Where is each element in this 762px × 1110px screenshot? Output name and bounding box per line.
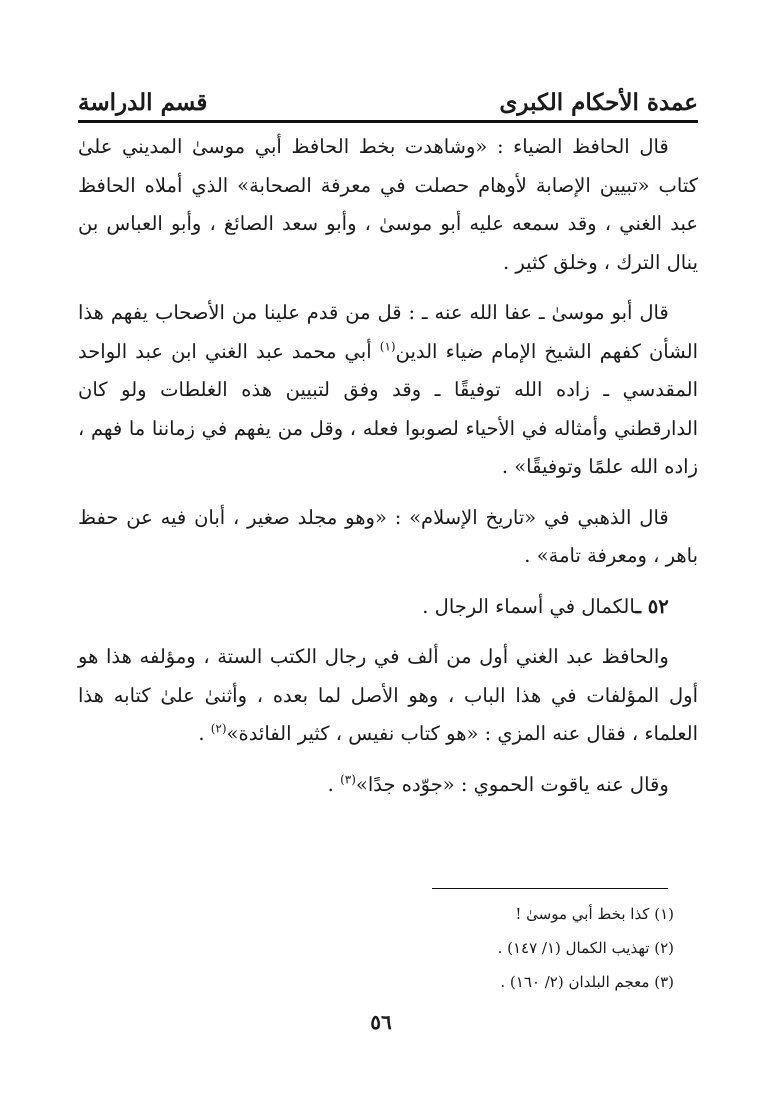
paragraph-2 — [78, 294, 698, 487]
footnote-ref-3: (٣) — [340, 772, 356, 786]
footnote-ref-1: (١) — [379, 339, 396, 353]
paragraph-1: قال الحافظ الضياء : «وشاهدت بخط الحافظ أبي موسىٰ المديني علىٰ كتاب «تبيين الإصابة لأوهام حصلت في معرفة الصحابة» الذي أملاه الحافظ عبد الغني ، وقد سمعه عليه أبو موسىٰ ، وأبو سعد الصائغ ، وأبو العباس بن ينال الترك ، وخلق كثير . — [78, 135, 698, 274]
paragraph-3: قال الذهبي في «تاريخ الإسلام» : «وهو مجلد صغير ، أبان فيه عن حفظ باهر ، ومعرفة تامة» . — [78, 505, 698, 567]
heading-text: الكمال في أسماء الرجال . — [422, 594, 636, 618]
page-number: ٥٦ — [370, 1010, 392, 1034]
paragraph-5 — [78, 766, 698, 805]
footnote-2: (٢) تهذيب الكمال (١/ ١٤٧) . — [497, 939, 674, 957]
section-title: قسم الدراسة — [78, 89, 208, 116]
running-header — [78, 82, 698, 116]
paragraph-2-part-a: قال أبو موسىٰ ـ عفا الله عنه ـ : قل من قدم علينا من الأصحاب يفهم هذا الشأن كفهم الشيخ الإمام ضياء الدين — [78, 301, 698, 363]
section-heading — [78, 588, 698, 627]
footnote-1: (١) كذا بخط أبي موسىٰ ! — [515, 905, 674, 923]
paragraph-5-end: . — [327, 772, 341, 796]
paragraph-2-part-b: أبي محمد عبد الغني ابن عبد الواحد المقدسي ـ زاده الله توفيقًا ـ وقد وفق لتبيين هذه الغلطات ولو كان الدارقطني وأمثاله في الأحياء لصوبوا فعله ، وقل من يفهم في زماننا ما فهم ، زاده الله علمًا وتوفيقًا» . — [78, 339, 698, 478]
book-title: عمدة الأحكام الكبرى — [499, 89, 698, 116]
paragraph-4 — [78, 638, 698, 754]
footnotes — [78, 897, 698, 999]
paragraph-5-text: وقال عنه ياقوت الحموي : «جوّده جدًا» — [355, 772, 669, 796]
footnote-3: (٣) معجم البلدان (٢/ ١٦٠) . — [500, 973, 674, 991]
footnote-ref-2: (٢) — [210, 721, 227, 736]
footnote-separator — [432, 888, 668, 889]
main-text — [78, 128, 698, 816]
paragraph-4-text: والحافظ عبد الغني أول من ألف في رجال الكتب الستة ، ومؤلفه هذا هو أول المؤلفات في هذا الباب ، وهو الأصل لما بعده ، وأثنىٰ علىٰ كتابه هذا العلماء ، فقال عنه المزي : «هو كتاب نفيس ، كثير الفائدة» — [78, 645, 698, 745]
paragraph-4-end: . — [198, 722, 211, 745]
heading-number: ٥٢ ـ — [635, 594, 669, 618]
header-rule — [78, 120, 698, 123]
